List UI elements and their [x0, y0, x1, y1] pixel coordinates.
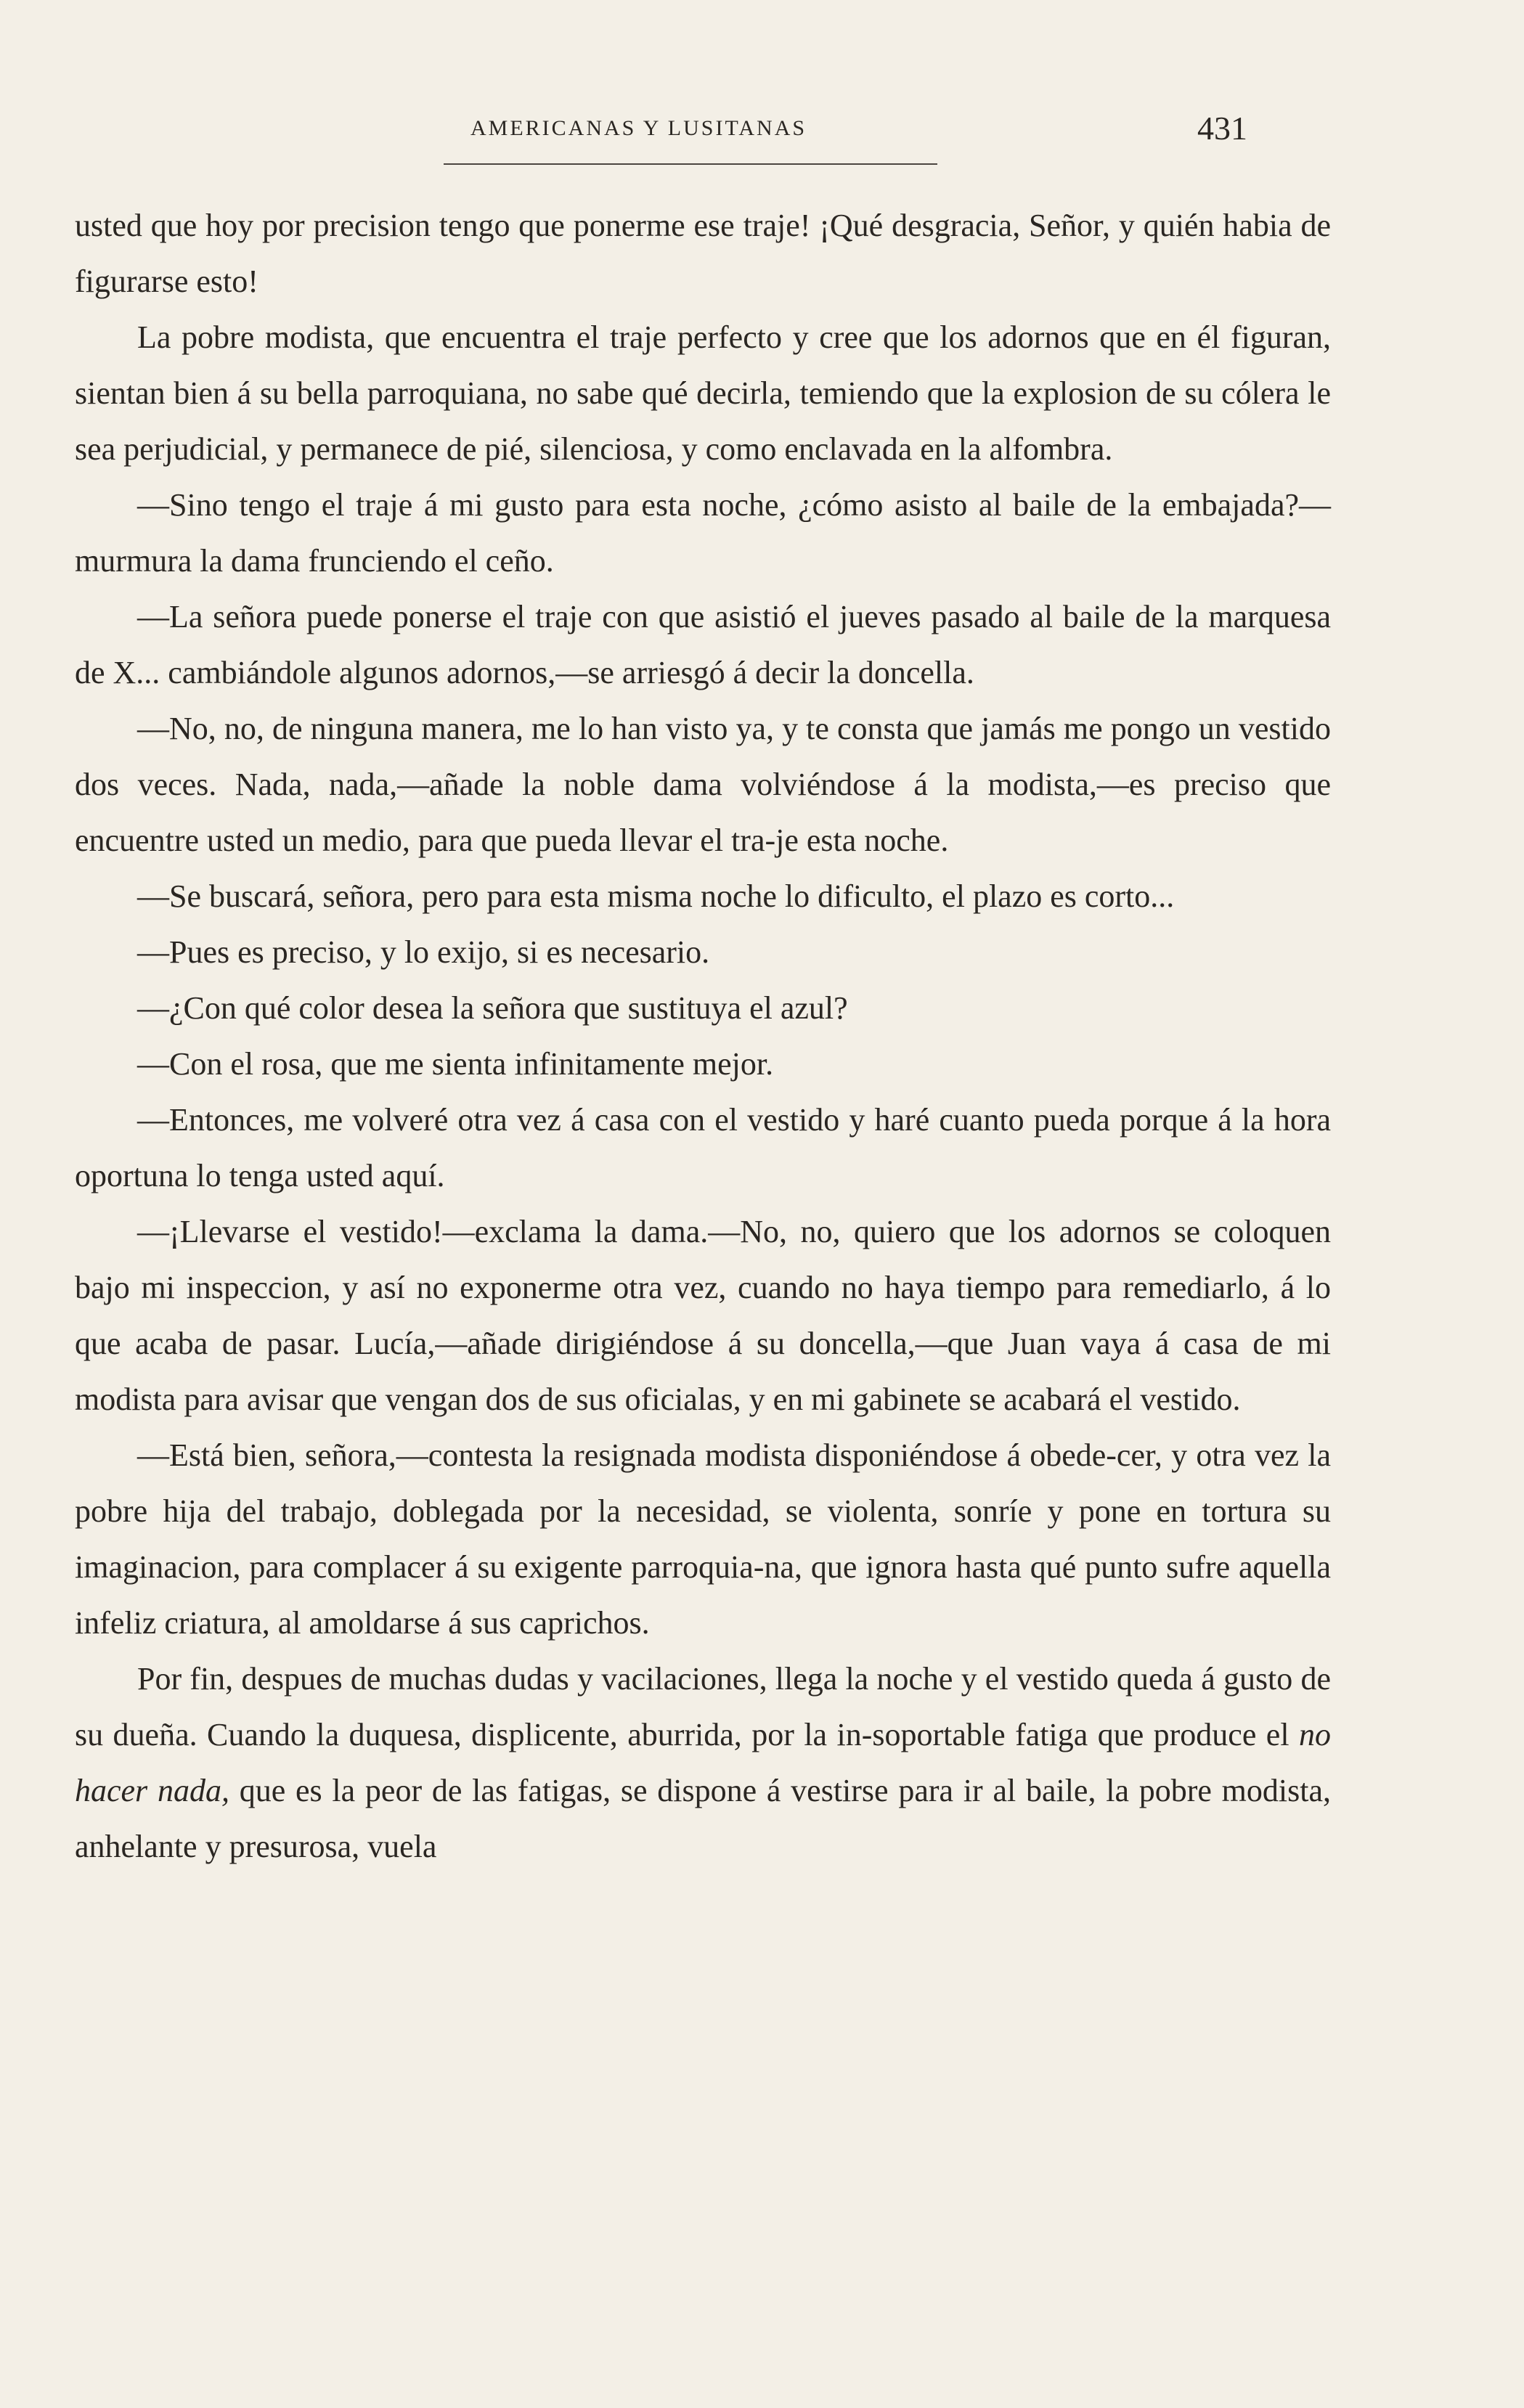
header-rule [444, 163, 937, 165]
closing-text-before: Por fin, despues de muchas dudas y vacilaciones, llega la noche y el vestido queda á gusto de su dueña. Cuando la duquesa, displicente, aburrida, por la in-soportable fatiga que produce el [75, 1661, 1331, 1752]
dialogue-paragraph: —Con el rosa, que me sienta infinitamente mejor. [137, 1046, 774, 1082]
paragraph-continuation: usted que hoy por precision tengo que ponerme ese traje! ¡Qué desgracia, Señor, y quién habia de figurarse esto! [75, 208, 1331, 299]
italic-phrase: no hacer nada, [75, 1717, 1331, 1808]
dialogue-paragraph: —Pues es preciso, y lo exijo, si es necesario. [137, 934, 710, 970]
running-title: AMERICANAS Y LUSITANAS [470, 116, 807, 140]
running-head [0, 109, 1524, 160]
paragraph: La pobre modista, que encuentra el traje perfecto y cree que los adornos que en él figuran, sientan bien á su bella parroquiana, no sabe qué decirla, temiendo que la explosion de su cólera le sea perjudicial, y permanece de pié, silenciosa, y como enclavada en la alfombra. [75, 319, 1331, 467]
dialogue-paragraph: —¡Llevarse el vestido!—exclama la dama.—No, no, quiero que los adornos se coloquen bajo mi inspeccion, y así no exponerme otra vez, cuando no haya tiempo para remediarlo, á lo que acaba de pasar. Lucía,—añade dirigiéndose á su doncella,—que Juan vaya á casa de mi modista para avisar que vengan dos de sus oficialas, y en mi gabinete se acabará el vestido. [75, 1214, 1331, 1417]
dialogue-paragraph: —Sino tengo el traje á mi gusto para esta noche, ¿cómo asisto al baile de la embajada?—murmura la dama frunciendo el ceño. [75, 487, 1331, 579]
dialogue-paragraph: —Entonces, me volveré otra vez á casa con el vestido y haré cuanto pueda porque á la hora oportuna lo tenga usted aquí. [75, 1102, 1331, 1193]
body-text [75, 197, 1331, 1874]
page-number: 431 [1197, 110, 1247, 147]
dialogue-paragraph: —¿Con qué color desea la señora que sustituya el azul? [137, 990, 848, 1026]
dialogue-paragraph: —La señora puede ponerse el traje con que asistió el jueves pasado al baile de la marquesa de X... cambiándole algunos adornos,—se arriesgó á decir la doncella. [75, 599, 1331, 690]
dialogue-paragraph: —Se buscará, señora, pero para esta misma noche lo dificulto, el plazo es corto... [137, 878, 1175, 914]
dialogue-paragraph: —No, no, de ninguna manera, me lo han visto ya, y te consta que jamás me pongo un vestido dos veces. Nada, nada,—añade la noble dama volviéndose á la modista,—es preciso que encuentre usted un medio, para que pueda llevar el tra-je esta noche. [75, 711, 1331, 858]
closing-text-after: que es la peor de las fatigas, se dispone á vestirse para ir al baile, la pobre modista, anhelante y presurosa, vuela [75, 1773, 1331, 1864]
closing-paragraph [75, 1651, 1331, 1874]
dialogue-paragraph: —Está bien, señora,—contesta la resignada modista disponiéndose á obede-cer, y otra vez la pobre hija del trabajo, doblegada por la necesidad, se violenta, sonríe y pone en tortura su imaginacion, para complacer á su exigente parroquia-na, que ignora hasta qué punto sufre aquella infeliz criatura, al amoldarse á sus caprichos. [75, 1437, 1331, 1641]
